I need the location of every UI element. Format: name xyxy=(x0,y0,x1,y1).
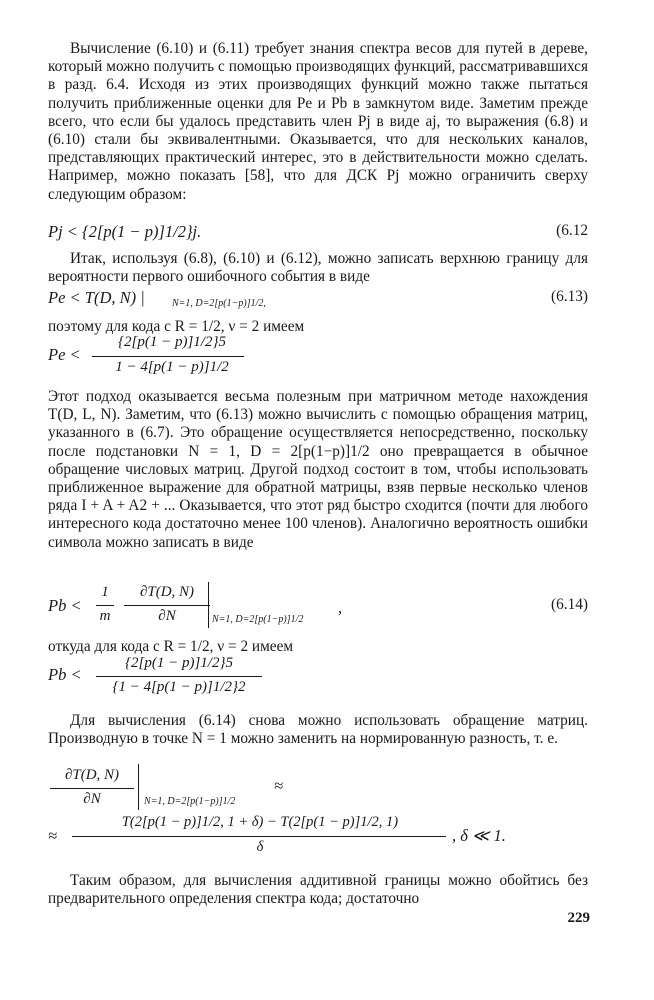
equation-number-6-14: (6.14) xyxy=(551,596,588,613)
equation-d-approx: ≈ xyxy=(48,826,58,845)
equation-c-eval-bar xyxy=(138,764,139,810)
equation-6-14-m: m xyxy=(99,608,111,624)
paragraph-1: Вычисление (6.10) и (6.11) требует знания спектра весов для путей в дереве, который можно получить с помощью производящих функций, рассматривавшихся в разд. 6.4. Исходя из этих производящих функций можно также пытаться получить приближенные оценки для Pe и Pb в замкнутом виде. Заметим прежде всего, что если бы удалось представить член Pj в виде aj, то выражения (6.8) и (6.10) стали бы эквивалентными. Оказывается, что для нескольких каналов, представляющих практический интерес, это в действительности можно сделать. Например, можно показать [58], что для ДСК Pj можно ограничить сверху следующим образом: xyxy=(48,40,588,203)
equation-6-14-one: 1 xyxy=(101,584,109,600)
equation-6-13: Pe < T(D, N) | xyxy=(48,288,145,307)
equation-c-approx: ≈ xyxy=(274,776,284,795)
equation-d-condition: , δ ≪ 1. xyxy=(452,826,506,845)
paragraph-2: Итак, используя (6.8), (6.10) и (6.12), можно записать верхнюю границу для вероятности первого ошибочного события в виде xyxy=(48,250,588,286)
equation-d-numerator: T(2[p(1 − p)]1/2, 1 + δ) − T(2[p(1 − p)]1/2, 1) xyxy=(121,814,399,830)
equation-6-14-numerator: ∂T(D, N) xyxy=(139,584,195,600)
equation-c-denominator: ∂N xyxy=(83,791,101,807)
equation-6-14-comma: , xyxy=(338,598,343,617)
equation-6-14-eval-bar xyxy=(208,582,209,628)
paragraph-4: Для вычисления (6.14) снова можно использовать обращение матриц. Производную в точке N = 1 можно заменить на нормированную разность, т. е. xyxy=(48,712,588,748)
page-number: 229 xyxy=(567,910,590,926)
equation-6-12: Pj < {2[p(1 − p)]1/2}j. xyxy=(48,222,202,241)
equation-6-14-subscript: N=1, D=2[p(1−p)]1/2 xyxy=(212,614,304,625)
equation-b-numerator: {2[p(1 − p)]1/2}5 xyxy=(125,655,233,671)
equation-6-13-subscript: N=1, D=2[p(1−p)]1/2, xyxy=(172,298,266,309)
equation-d-denominator: δ xyxy=(256,839,264,855)
equation-b-fraction-bar xyxy=(96,676,262,677)
equation-c-subscript: N=1, D=2[p(1−p)]1/2 xyxy=(144,796,236,807)
code-line-1: поэтому для кода с R = 1/2, ν = 2 имеем xyxy=(48,318,305,335)
equation-6-14-lhs: Pb < xyxy=(48,596,82,615)
equation-a-fraction-bar xyxy=(92,356,244,357)
equation-a-denominator: 1 − 4[p(1 − p)]1/2 xyxy=(115,359,229,375)
equation-number-6-12: (6.12 xyxy=(556,222,588,239)
equation-b-denominator: {1 − 4[p(1 − p)]1/2}2 xyxy=(112,679,246,695)
equation-c-numerator: ∂T(D, N) xyxy=(64,767,120,783)
equation-number-6-13: (6.13) xyxy=(551,288,588,305)
equation-6-14-denominator: ∂N xyxy=(158,608,176,624)
equation-b-lhs: Pb < xyxy=(48,665,82,684)
paragraph-3: Этот подход оказывается весьма полезным при матричном методе нахождения T(D, L, N). Заметим, что (6.13) можно вычислить с помощью обращения матриц, указанного в (6.7). Это обращение осуществляется непосредственно, поскольку после подстановки N = 1, D = 2[p(1−p)]1/2 оно превращается в обычное обращение числовых матриц. Другой подход состоит в том, чтобы использовать приближенное выражение для обратной матрицы, взяв первые несколько членов ряда I + A + A2 + ... Оказывается, что этот ряд быстро сходится (почти для любого интересного кода достаточно менее 100 членов). Аналогично вероятность ошибки символа можно записать в виде xyxy=(48,388,588,551)
equation-6-14-bar-1 xyxy=(96,605,114,606)
paragraph-5: Таким образом, для вычисления аддитивной границы можно обойтись без предварительного определения спектра кода; достаточно xyxy=(48,872,588,908)
equation-d-fraction-bar xyxy=(72,836,446,837)
equation-6-14-bar-2 xyxy=(124,605,210,606)
equation-a-lhs: Pe < xyxy=(48,345,81,364)
code-line-2: откуда для кода с R = 1/2, ν = 2 имеем xyxy=(48,638,294,655)
equation-c-fraction-bar xyxy=(50,788,134,789)
equation-a-numerator: {2[p(1 − p)]1/2}5 xyxy=(118,334,226,350)
